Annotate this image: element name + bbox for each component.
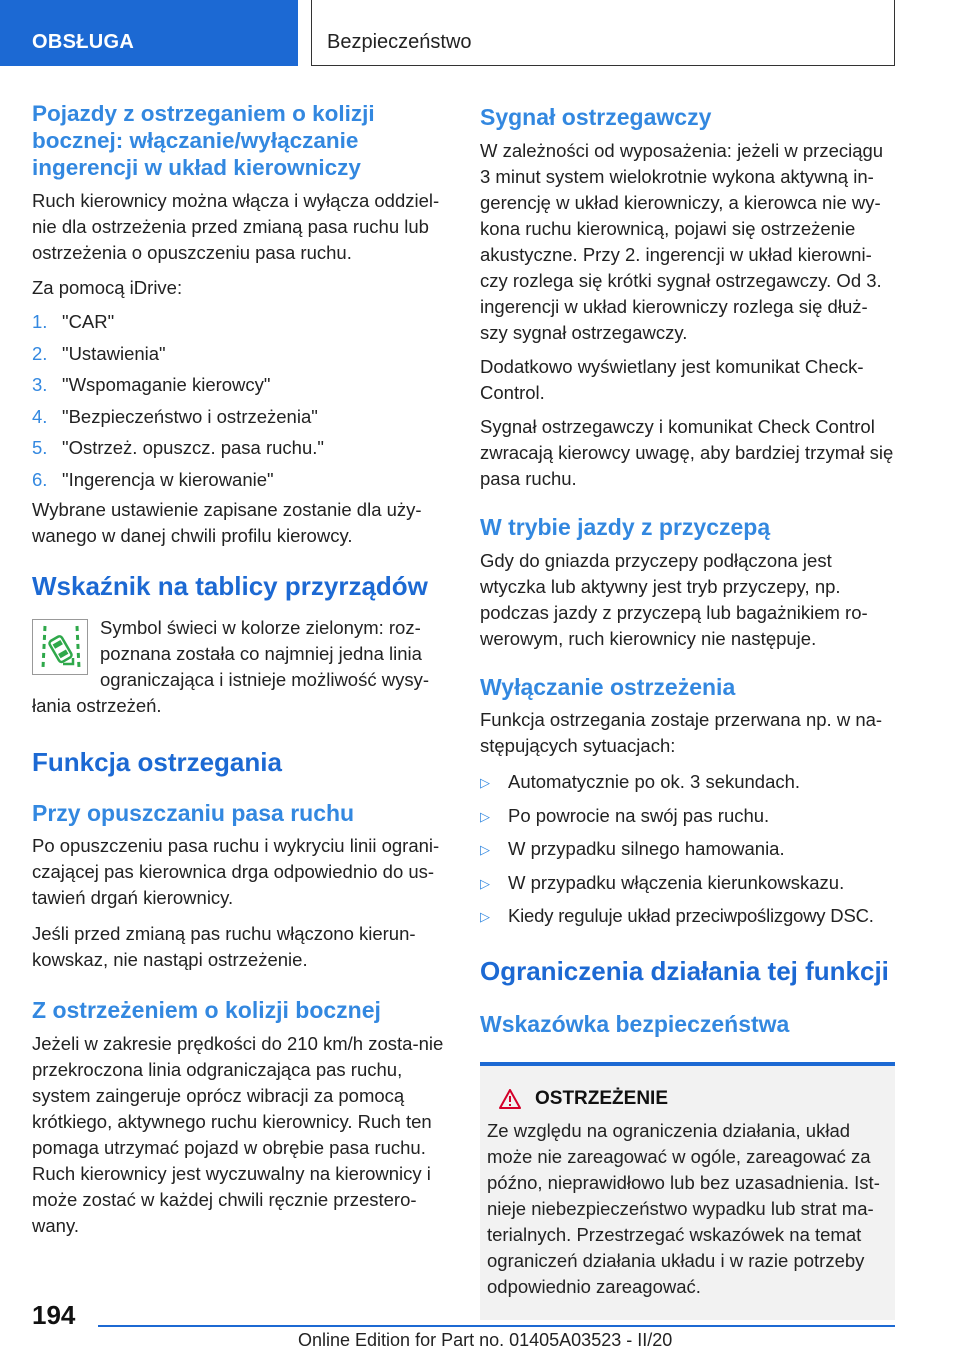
list-item: ▷ W przypadku silnego hamowania. bbox=[480, 836, 895, 863]
safety-note-heading: Wskazówka bezpieczeństwa bbox=[480, 1011, 790, 1037]
chapter-tab[interactable]: Bezpieczeństwo bbox=[311, 0, 895, 66]
signal-text-1: W zależności od wyposażenia: jeżeli w przeciągu 3 minut system wielokrotnie wykona aktywną in-gerencję w układ kierowniczy, a kierowca nie wy-kona ruchu kierownicą, pojawi się ostrzeżenie akustyczne. Przy 2. ingerencji w układ kierowni-czy rozlega się krótki sygnał ostrzegawczy. Od 3. ingerencji w układ kierowniczy rozlega się dłuż-szy sygnał ostrzegawczy. bbox=[480, 140, 884, 343]
profile-note: Wybrane ustawienie zapisane zostanie dla uży-wanego w danej chwili profilu kierowcy. bbox=[32, 498, 422, 546]
triangle-bullet-icon: ▷ bbox=[480, 775, 490, 790]
section-tab[interactable]: OBSŁUGA bbox=[0, 0, 298, 66]
warning-title: OSTRZEŻENIE bbox=[487, 1088, 887, 1110]
triangle-bullet-icon: ▷ bbox=[480, 909, 490, 924]
list-item: 1. "CAR" bbox=[32, 311, 115, 332]
list-item: 3. "Wspomaganie kierowcy" bbox=[32, 374, 271, 395]
signal-text-2: Dodatkowo wyświetlany jest komunikat Check-Control. bbox=[480, 356, 864, 403]
list-item: 5. "Ostrzeż. opuszcz. pasa ruchu." bbox=[32, 437, 324, 458]
indicator-block bbox=[32, 615, 450, 719]
warning-triangle-icon bbox=[499, 1089, 521, 1109]
side-collision-text: Jeżeli w zakresie prędkości do 210 km/h zosta-nie przekroczona linia odgraniczająca pas ruchu, system zaingeruje oprócz wibracji za pomocą krótkiego, aktywnego ruchu kierownicy. Ruch ten pomaga utrzymać pojazd w obrębie pasa ruchu. Ruch kierownicy jest wyczuwalny na kierownicy i może zostać w każdej chwili ręcznie przestero-wany. bbox=[32, 1032, 444, 1236]
list-item: ▷ Kiedy reguluje układ przeciwpoślizgowy DSC. bbox=[480, 903, 895, 930]
trailer-heading: W trybie jazdy z przyczepą bbox=[480, 514, 771, 540]
side-collision-heading: Z ostrzeżeniem o kolizji bocznej bbox=[32, 996, 381, 1023]
lane-leaving-text-2: Jeśli przed zmianą pas ruchu włączono kierun-kowskaz, nie nastąpi ostrzeżenie. bbox=[32, 922, 416, 970]
list-item: ▷ W przypadku włączenia kierunkowskazu. bbox=[480, 870, 895, 897]
list-item: ▷ Automatycznie po ok. 3 sekundach. bbox=[480, 769, 895, 796]
trailer-text: Gdy do gniazda przyczepy podłączona jest wtyczka lub aktywny jest tryb przyczepy, np. podczas jazdy z przyczepą lub bagażnikiem ro-werowym, ruch kierownicy nie następuje. bbox=[480, 550, 868, 649]
lane-leaving-text-1: Po opuszczeniu pasa ruchu i wykryciu linii ograni-czającej pas kierownica drga odpowiednio do us-tawień drgań kierownicy. bbox=[32, 834, 440, 908]
list-item: ▷ Po powrocie na swój pas ruchu. bbox=[480, 803, 895, 830]
warning-text: Ze względu na ograniczenia działania, układ może nie zareagować w ogóle, zareagować za późno, nieprawidłowo lub bez uzasadnienia. Ist-nieje niebezpieczeństwo wypadku lub strat ma-terialnych. Przestrzegać wskazówek na temat ograniczeń działania układu i w razie potrzeby odpowiednio zareagować. bbox=[487, 1120, 880, 1297]
list-item: 2. "Ustawienia" bbox=[32, 342, 166, 364]
indicator-text: Symbol świeci w kolorze zielonym: roz-poznana została co najmniej jedna linia ograniczająca i istnieje możliwość wysy-łania ostrzeżeń. bbox=[32, 616, 429, 716]
limits-heading: Ograniczenia działania tej funkcji bbox=[480, 956, 889, 986]
triangle-bullet-icon: ▷ bbox=[480, 875, 490, 891]
edition-note: Online Edition for Part no. 01405A03523 - II/20 bbox=[298, 1330, 673, 1350]
idrive-intro: Za pomocą iDrive: bbox=[32, 277, 183, 298]
lane-departure-indicator-icon bbox=[32, 619, 88, 675]
page-number: 194 bbox=[32, 1300, 76, 1330]
right-column bbox=[480, 100, 895, 1320]
lane-leaving-heading: Przy opuszczaniu pasa ruchu bbox=[32, 799, 355, 826]
collision-steering-text: Ruch kierownicy można włącza i wyłącza oddziel-nie dla ostrzeżenia przed zmianą pasa ruchu lub ostrzeżenia o opuszczeniu pasa ruchu. bbox=[32, 190, 440, 263]
triangle-bullet-icon: ▷ bbox=[480, 808, 490, 824]
warning-off-list bbox=[480, 769, 895, 930]
page-header bbox=[0, 0, 960, 66]
triangle-bullet-icon: ▷ bbox=[480, 842, 490, 857]
warning-box bbox=[480, 1062, 895, 1320]
signal-heading: Sygnał ostrzegawczy bbox=[480, 104, 712, 130]
warning-off-text: Funkcja ostrzegania zostaje przerwana np. w na-stępujących sytuacjach: bbox=[480, 709, 883, 756]
list-item: 6. "Ingerencja w kierowanie" bbox=[32, 468, 274, 490]
footer-divider bbox=[98, 1325, 895, 1327]
list-item: 4. "Bezpieczeństwo i ostrzeżenia" bbox=[32, 405, 318, 427]
left-column bbox=[32, 100, 450, 1239]
indicator-heading: Wskaźnik na tablicy przyrządów bbox=[32, 570, 428, 601]
warning-function-heading: Funkcja ostrzegania bbox=[32, 746, 282, 777]
warning-off-heading: Wyłączanie ostrzeżenia bbox=[480, 674, 736, 700]
signal-text-3: Sygnał ostrzegawczy i komunikat Check Control zwracają kierowcy uwagę, aby bardziej trzymał się pasa ruchu. bbox=[480, 416, 894, 489]
idrive-steps bbox=[32, 309, 450, 493]
collision-steering-heading: Pojazdy z ostrzeganiem o kolizji bocznej: włączanie/wyłączanie ingerencji w układ kierowniczy bbox=[32, 101, 375, 180]
